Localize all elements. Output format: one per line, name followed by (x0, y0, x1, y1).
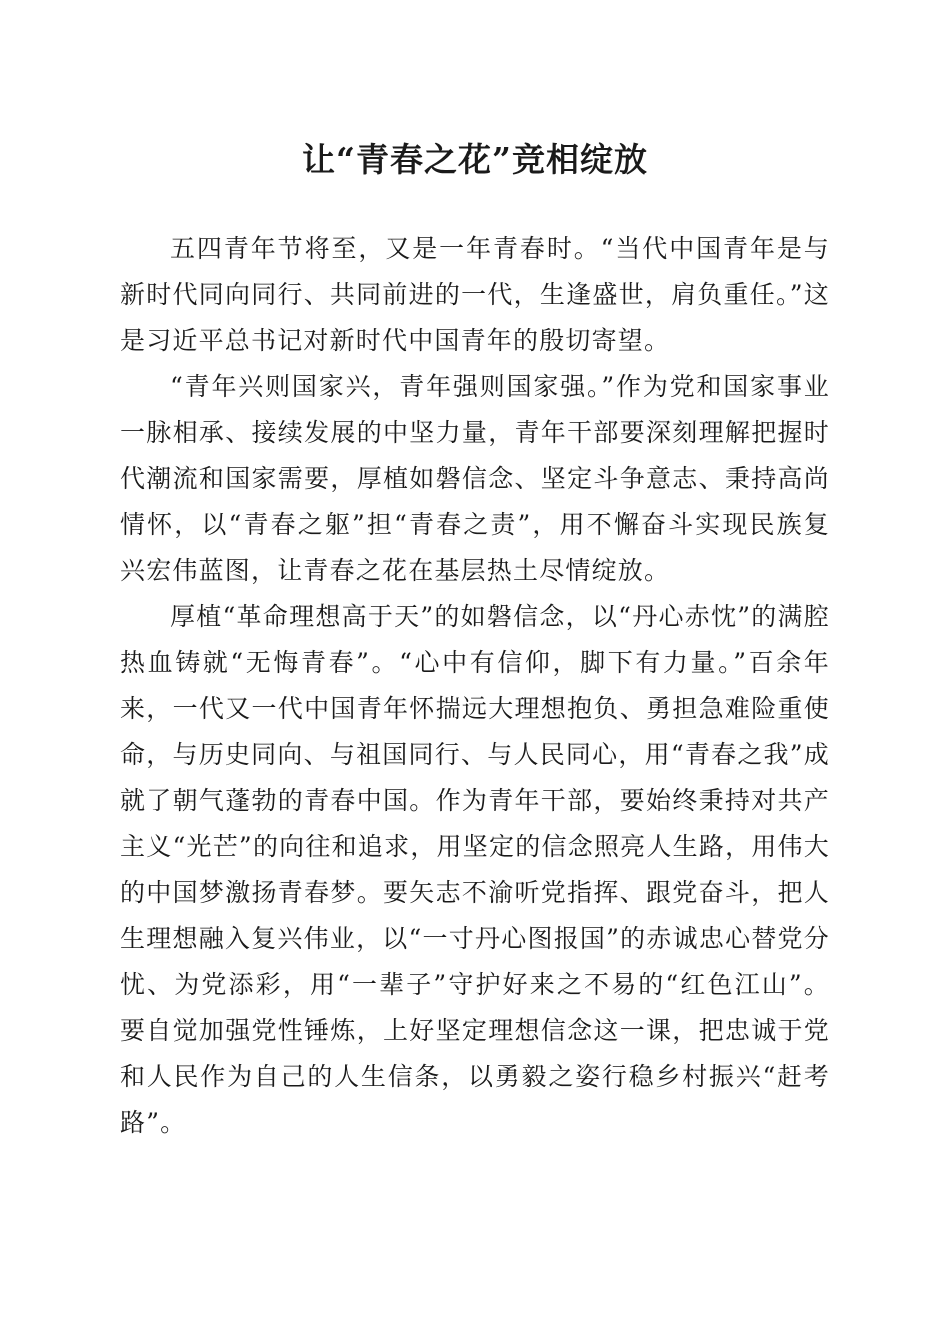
document-title: 让“青春之花”竞相绽放 (302, 140, 648, 179)
document-body (120, 226, 830, 1146)
paragraph-1: 五四青年节将至，又是一年青春时。“当代中国青年是与新时代同向同行、共同前进的一代，生逢盛世，肩负重任。”这是习近平总书记对新时代中国青年的殷切寄望。 (120, 234, 830, 355)
paragraph-2: “青年兴则国家兴，青年强则国家强。”作为党和国家事业一脉相承、接续发展的中坚力量，青年干部要深刻理解把握时代潮流和国家需要，厚植如磐信念、坚定斗争意志、秉持高尚情怀，以“青春之躯”担“青春之责”，用不懈奋斗实现民族复兴宏伟蓝图，让青春之花在基层热土尽情绽放。 (120, 372, 830, 585)
paragraph-3: 厚植“革命理想高于天”的如磐信念，以“丹心赤忱”的满腔热血铸就“无悔青春”。“心中有信仰，脚下有力量。”百余年来，一代又一代中国青年怀揣远大理想抱负、勇担急难险重使命，与历史同向、与祖国同行、与人民同心，用“青春之我”成就了朝气蓬勃的青春中国。作为青年干部，要始终秉持对共产主义“光芒”的向往和追求，用坚定的信念照亮人生路，用伟大的中国梦激扬青春梦。要矢志不渝听党指挥、跟党奋斗，把人生理想融入复兴伟业，以“一寸丹心图报国”的赤诚忠心替党分忧、为党添彩，用“一辈子”守护好来之不易的“红色江山”。要自觉加强党性锤炼，上好坚定理想信念这一课，把忠诚于党和人民作为自己的人生信条，以勇毅之姿行稳乡村振兴“赶考路”。 (120, 602, 830, 1137)
